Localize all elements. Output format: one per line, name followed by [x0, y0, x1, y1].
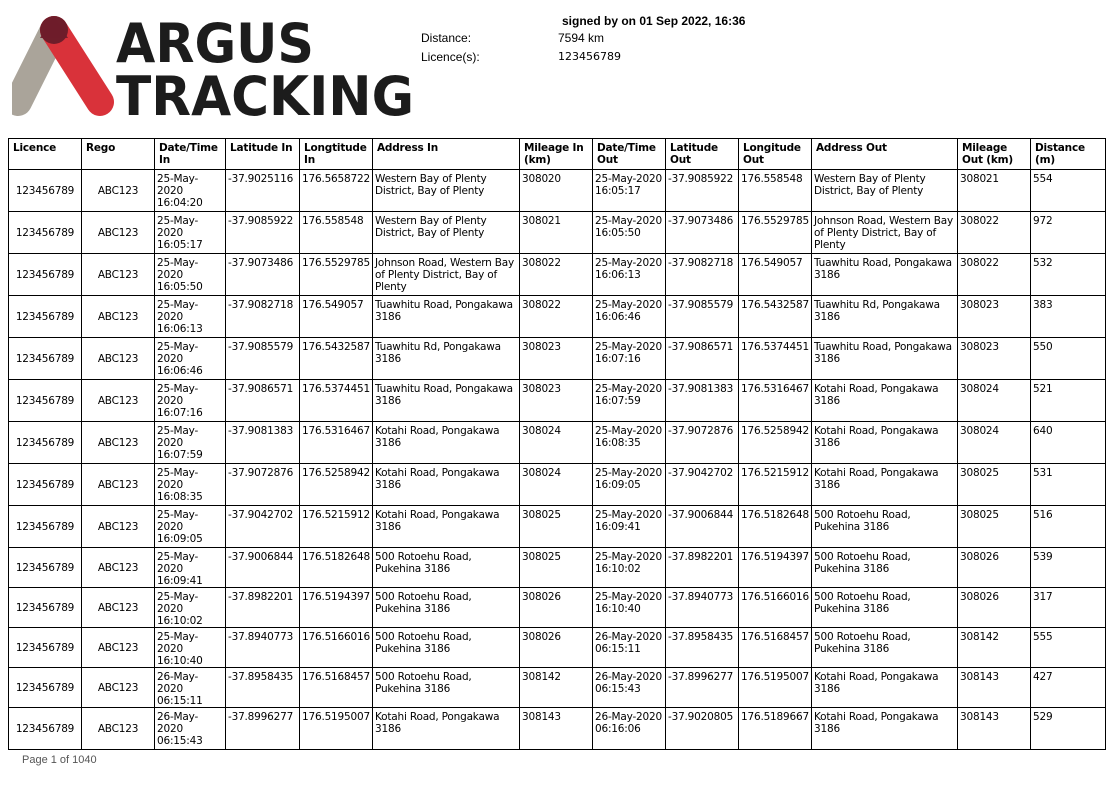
cell-longitude-out: 176.558548 [739, 170, 812, 212]
cell-longitude-out: 176.5194397 [739, 548, 812, 588]
cell-licence: 123456789 [9, 338, 82, 380]
licences-label: Licence(s): [421, 50, 480, 64]
cell-longitude-in: 176.5432587 [300, 338, 373, 380]
cell-datetime-out: 25-May-2020 16:08:35 [593, 422, 666, 464]
cell-longitude-in: 176.549057 [300, 296, 373, 338]
cell-datetime-out: 25-May-2020 16:10:40 [593, 588, 666, 628]
cell-address-in: 500 Rotoehu Road, Pukehina 3186 [373, 588, 520, 628]
cell-longitude-out: 176.5168457 [739, 628, 812, 668]
cell-address-out: Western Bay of Plenty District, Bay of Plenty [812, 170, 958, 212]
cell-address-in: 500 Rotoehu Road, Pukehina 3186 [373, 548, 520, 588]
cell-datetime-in: 25-May-2020 16:09:05 [155, 506, 226, 548]
cell-rego: ABC123 [82, 708, 155, 750]
cell-longitude-out: 176.5189667 [739, 708, 812, 750]
cell-longitude-in: 176.5195007 [300, 708, 373, 750]
cell-datetime-in: 25-May-2020 16:04:20 [155, 170, 226, 212]
cell-longitude-in: 176.5258942 [300, 464, 373, 506]
cell-mileage-in: 308023 [520, 380, 593, 422]
cell-mileage-in: 308026 [520, 588, 593, 628]
cell-latitude-in: -37.8996277 [226, 708, 300, 750]
cell-licence: 123456789 [9, 628, 82, 668]
cell-mileage-out: 308021 [958, 170, 1031, 212]
cell-latitude-out: -37.8996277 [666, 668, 739, 708]
cell-mileage-out: 308023 [958, 296, 1031, 338]
cell-address-out: Kotahi Road, Pongakawa 3186 [812, 668, 958, 708]
cell-longitude-out: 176.5215912 [739, 464, 812, 506]
cell-longitude-out: 176.5258942 [739, 422, 812, 464]
table-row [9, 254, 1106, 296]
column-header-distance: Distance (m) [1031, 139, 1106, 170]
cell-longitude-out: 176.5316467 [739, 380, 812, 422]
cell-datetime-in: 25-May-2020 16:06:46 [155, 338, 226, 380]
table-row [9, 668, 1106, 708]
cell-datetime-out: 25-May-2020 16:05:17 [593, 170, 666, 212]
cell-latitude-out: -37.9085922 [666, 170, 739, 212]
signed-by-text: signed by on 01 Sep 2022, 16:36 [562, 14, 746, 28]
cell-address-out: Kotahi Road, Pongakawa 3186 [812, 422, 958, 464]
cell-mileage-out: 308024 [958, 380, 1031, 422]
cell-latitude-in: -37.9025116 [226, 170, 300, 212]
column-header-mileage-in: Mileage In (km) [520, 139, 593, 170]
cell-longitude-in: 176.5658722 [300, 170, 373, 212]
cell-distance: 521 [1031, 380, 1106, 422]
cell-mileage-out: 308026 [958, 588, 1031, 628]
cell-latitude-out: -37.9082718 [666, 254, 739, 296]
cell-longitude-in: 176.5182648 [300, 548, 373, 588]
cell-latitude-out: -37.8958435 [666, 628, 739, 668]
cell-datetime-out: 25-May-2020 16:10:02 [593, 548, 666, 588]
cell-mileage-in: 308025 [520, 548, 593, 588]
table-row [9, 338, 1106, 380]
trip-table [8, 138, 1106, 750]
cell-mileage-out: 308143 [958, 708, 1031, 750]
cell-distance: 555 [1031, 628, 1106, 668]
cell-mileage-in: 308024 [520, 464, 593, 506]
cell-datetime-out: 25-May-2020 16:06:46 [593, 296, 666, 338]
cell-datetime-in: 25-May-2020 16:05:50 [155, 254, 226, 296]
table-row [9, 170, 1106, 212]
cell-datetime-out: 25-May-2020 16:06:13 [593, 254, 666, 296]
cell-licence: 123456789 [9, 668, 82, 708]
cell-mileage-out: 308143 [958, 668, 1031, 708]
cell-mileage-in: 308022 [520, 254, 593, 296]
cell-licence: 123456789 [9, 212, 82, 254]
cell-address-out: Kotahi Road, Pongakawa 3186 [812, 708, 958, 750]
cell-latitude-out: -37.9020805 [666, 708, 739, 750]
cell-mileage-out: 308024 [958, 422, 1031, 464]
column-header-longitude-in: Longtitude In [300, 139, 373, 170]
cell-rego: ABC123 [82, 464, 155, 506]
column-header-datetime-in: Date/Time In [155, 139, 226, 170]
cell-licence: 123456789 [9, 708, 82, 750]
table-row [9, 548, 1106, 588]
cell-longitude-out: 176.5432587 [739, 296, 812, 338]
cell-mileage-out: 308023 [958, 338, 1031, 380]
column-header-address-in: Address In [373, 139, 520, 170]
cell-rego: ABC123 [82, 628, 155, 668]
cell-datetime-out: 26-May-2020 06:16:06 [593, 708, 666, 750]
cell-mileage-in: 308024 [520, 422, 593, 464]
cell-latitude-out: -37.8940773 [666, 588, 739, 628]
column-header-latitude-out: Latitude Out [666, 139, 739, 170]
cell-longitude-in: 176.5529785 [300, 254, 373, 296]
cell-rego: ABC123 [82, 548, 155, 588]
cell-latitude-out: -37.9072876 [666, 422, 739, 464]
cell-rego: ABC123 [82, 170, 155, 212]
logo-mark [12, 14, 416, 118]
cell-distance: 427 [1031, 668, 1106, 708]
cell-address-in: Western Bay of Plenty District, Bay of Plenty [373, 170, 520, 212]
cell-licence: 123456789 [9, 254, 82, 296]
cell-datetime-out: 25-May-2020 16:09:41 [593, 506, 666, 548]
cell-mileage-in: 308025 [520, 506, 593, 548]
cell-datetime-in: 25-May-2020 16:10:02 [155, 588, 226, 628]
cell-licence: 123456789 [9, 506, 82, 548]
table-row [9, 506, 1106, 548]
cell-address-in: 500 Rotoehu Road, Pukehina 3186 [373, 628, 520, 668]
cell-address-out: Tuawhitu Rd, Pongakawa 3186 [812, 296, 958, 338]
cell-licence: 123456789 [9, 170, 82, 212]
cell-rego: ABC123 [82, 422, 155, 464]
cell-rego: ABC123 [82, 668, 155, 708]
cell-rego: ABC123 [82, 380, 155, 422]
cell-datetime-out: 25-May-2020 16:07:16 [593, 338, 666, 380]
cell-datetime-out: 26-May-2020 06:15:11 [593, 628, 666, 668]
cell-address-out: 500 Rotoehu Road, Pukehina 3186 [812, 628, 958, 668]
table-row [9, 628, 1106, 668]
cell-address-out: 500 Rotoehu Road, Pukehina 3186 [812, 548, 958, 588]
cell-latitude-out: -37.9085579 [666, 296, 739, 338]
column-header-longitude-out: Longitude Out [739, 139, 812, 170]
cell-address-in: Tuawhitu Rd, Pongakawa 3186 [373, 338, 520, 380]
column-header-mileage-out: Mileage Out (km) [958, 139, 1031, 170]
cell-licence: 123456789 [9, 588, 82, 628]
logo-line2: TRACKING [116, 65, 414, 118]
table-header-row [9, 139, 1106, 170]
cell-latitude-in: -37.9042702 [226, 506, 300, 548]
cell-datetime-in: 25-May-2020 16:06:13 [155, 296, 226, 338]
cell-mileage-in: 308142 [520, 668, 593, 708]
cell-distance: 317 [1031, 588, 1106, 628]
cell-mileage-out: 308025 [958, 464, 1031, 506]
cell-address-in: Kotahi Road, Pongakawa 3186 [373, 422, 520, 464]
cell-longitude-out: 176.5166016 [739, 588, 812, 628]
cell-datetime-in: 26-May-2020 06:15:43 [155, 708, 226, 750]
cell-distance: 529 [1031, 708, 1106, 750]
cell-latitude-in: -37.8958435 [226, 668, 300, 708]
cell-mileage-in: 308143 [520, 708, 593, 750]
cell-distance: 640 [1031, 422, 1106, 464]
cell-address-out: 500 Rotoehu Road, Pukehina 3186 [812, 506, 958, 548]
cell-latitude-in: -37.9073486 [226, 254, 300, 296]
cell-address-out: Tuawhitu Road, Pongakawa 3186 [812, 338, 958, 380]
cell-datetime-in: 25-May-2020 16:10:40 [155, 628, 226, 668]
cell-address-out: Tuawhitu Road, Pongakawa 3186 [812, 254, 958, 296]
logo-line1: ARGUS [116, 14, 314, 75]
cell-address-in: Johnson Road, Western Bay of Plenty District, Bay of Plenty [373, 254, 520, 296]
cell-licence: 123456789 [9, 464, 82, 506]
cell-address-out: Kotahi Road, Pongakawa 3186 [812, 380, 958, 422]
cell-datetime-in: 25-May-2020 16:07:16 [155, 380, 226, 422]
cell-distance: 383 [1031, 296, 1106, 338]
cell-licence: 123456789 [9, 422, 82, 464]
cell-longitude-out: 176.5529785 [739, 212, 812, 254]
cell-latitude-in: -37.9072876 [226, 464, 300, 506]
column-header-latitude-in: Latitude In [226, 139, 300, 170]
cell-mileage-out: 308026 [958, 548, 1031, 588]
cell-latitude-in: -37.9006844 [226, 548, 300, 588]
cell-rego: ABC123 [82, 338, 155, 380]
argus-tracking-logo [12, 14, 416, 118]
cell-longitude-in: 176.5166016 [300, 628, 373, 668]
cell-address-in: Kotahi Road, Pongakawa 3186 [373, 464, 520, 506]
cell-datetime-out: 25-May-2020 16:05:50 [593, 212, 666, 254]
page-number: Page 1 of 1040 [22, 754, 97, 766]
cell-distance: 531 [1031, 464, 1106, 506]
cell-address-in: 500 Rotoehu Road, Pukehina 3186 [373, 668, 520, 708]
cell-distance: 539 [1031, 548, 1106, 588]
cell-longitude-out: 176.5182648 [739, 506, 812, 548]
licences-value: 123456789 [558, 50, 621, 63]
cell-rego: ABC123 [82, 296, 155, 338]
cell-latitude-out: -37.9086571 [666, 338, 739, 380]
table-row [9, 588, 1106, 628]
cell-address-out: 500 Rotoehu Road, Pukehina 3186 [812, 588, 958, 628]
cell-datetime-in: 25-May-2020 16:08:35 [155, 464, 226, 506]
table-row [9, 380, 1106, 422]
cell-address-in: Western Bay of Plenty District, Bay of Plenty [373, 212, 520, 254]
cell-address-in: Tuawhitu Road, Pongakawa 3186 [373, 296, 520, 338]
cell-latitude-out: -37.9042702 [666, 464, 739, 506]
cell-datetime-in: 25-May-2020 16:09:41 [155, 548, 226, 588]
cell-longitude-out: 176.5195007 [739, 668, 812, 708]
cell-mileage-in: 308021 [520, 212, 593, 254]
cell-distance: 554 [1031, 170, 1106, 212]
cell-datetime-out: 25-May-2020 16:07:59 [593, 380, 666, 422]
cell-address-out: Johnson Road, Western Bay of Plenty District, Bay of Plenty [812, 212, 958, 254]
cell-address-in: Kotahi Road, Pongakawa 3186 [373, 506, 520, 548]
table-body [9, 170, 1106, 750]
cell-longitude-in: 176.5168457 [300, 668, 373, 708]
cell-mileage-in: 308023 [520, 338, 593, 380]
distance-value: 7594 km [558, 31, 605, 45]
cell-licence: 123456789 [9, 380, 82, 422]
table-row [9, 464, 1106, 506]
cell-rego: ABC123 [82, 212, 155, 254]
table-row [9, 296, 1106, 338]
cell-address-in: Tuawhitu Road, Pongakawa 3186 [373, 380, 520, 422]
cell-latitude-in: -37.9085579 [226, 338, 300, 380]
cell-mileage-out: 308022 [958, 254, 1031, 296]
cell-distance: 532 [1031, 254, 1106, 296]
cell-longitude-out: 176.549057 [739, 254, 812, 296]
cell-rego: ABC123 [82, 506, 155, 548]
cell-licence: 123456789 [9, 548, 82, 588]
cell-latitude-in: -37.8940773 [226, 628, 300, 668]
cell-rego: ABC123 [82, 254, 155, 296]
cell-distance: 972 [1031, 212, 1106, 254]
cell-datetime-in: 25-May-2020 16:07:59 [155, 422, 226, 464]
table-row [9, 708, 1106, 750]
cell-latitude-out: -37.9081383 [666, 380, 739, 422]
cell-mileage-out: 308142 [958, 628, 1031, 668]
cell-longitude-out: 176.5374451 [739, 338, 812, 380]
cell-mileage-out: 308025 [958, 506, 1031, 548]
cell-mileage-in: 308026 [520, 628, 593, 668]
cell-longitude-in: 176.5194397 [300, 588, 373, 628]
cell-datetime-out: 25-May-2020 16:09:05 [593, 464, 666, 506]
cell-address-in: Kotahi Road, Pongakawa 3186 [373, 708, 520, 750]
cell-latitude-in: -37.9085922 [226, 212, 300, 254]
cell-distance: 550 [1031, 338, 1106, 380]
column-header-rego: Rego [82, 139, 155, 170]
cell-longitude-in: 176.558548 [300, 212, 373, 254]
cell-latitude-out: -37.8982201 [666, 548, 739, 588]
distance-label: Distance: [421, 31, 472, 45]
cell-latitude-out: -37.9006844 [666, 506, 739, 548]
cell-mileage-out: 308022 [958, 212, 1031, 254]
cell-longitude-in: 176.5316467 [300, 422, 373, 464]
table-row [9, 422, 1106, 464]
cell-latitude-in: -37.8982201 [226, 588, 300, 628]
table-row [9, 212, 1106, 254]
column-header-datetime-out: Date/Time Out [593, 139, 666, 170]
cell-latitude-in: -37.9081383 [226, 422, 300, 464]
cell-latitude-out: -37.9073486 [666, 212, 739, 254]
cell-mileage-in: 308020 [520, 170, 593, 212]
cell-distance: 516 [1031, 506, 1106, 548]
cell-datetime-in: 25-May-2020 16:05:17 [155, 212, 226, 254]
cell-latitude-in: -37.9086571 [226, 380, 300, 422]
cell-datetime-out: 26-May-2020 06:15:43 [593, 668, 666, 708]
cell-longitude-in: 176.5374451 [300, 380, 373, 422]
cell-mileage-in: 308022 [520, 296, 593, 338]
cell-address-out: Kotahi Road, Pongakawa 3186 [812, 464, 958, 506]
column-header-address-out: Address Out [812, 139, 958, 170]
cell-longitude-in: 176.5215912 [300, 506, 373, 548]
cell-datetime-in: 26-May-2020 06:15:11 [155, 668, 226, 708]
cell-rego: ABC123 [82, 588, 155, 628]
cell-licence: 123456789 [9, 296, 82, 338]
column-header-licence: Licence [9, 139, 82, 170]
cell-latitude-in: -37.9082718 [226, 296, 300, 338]
